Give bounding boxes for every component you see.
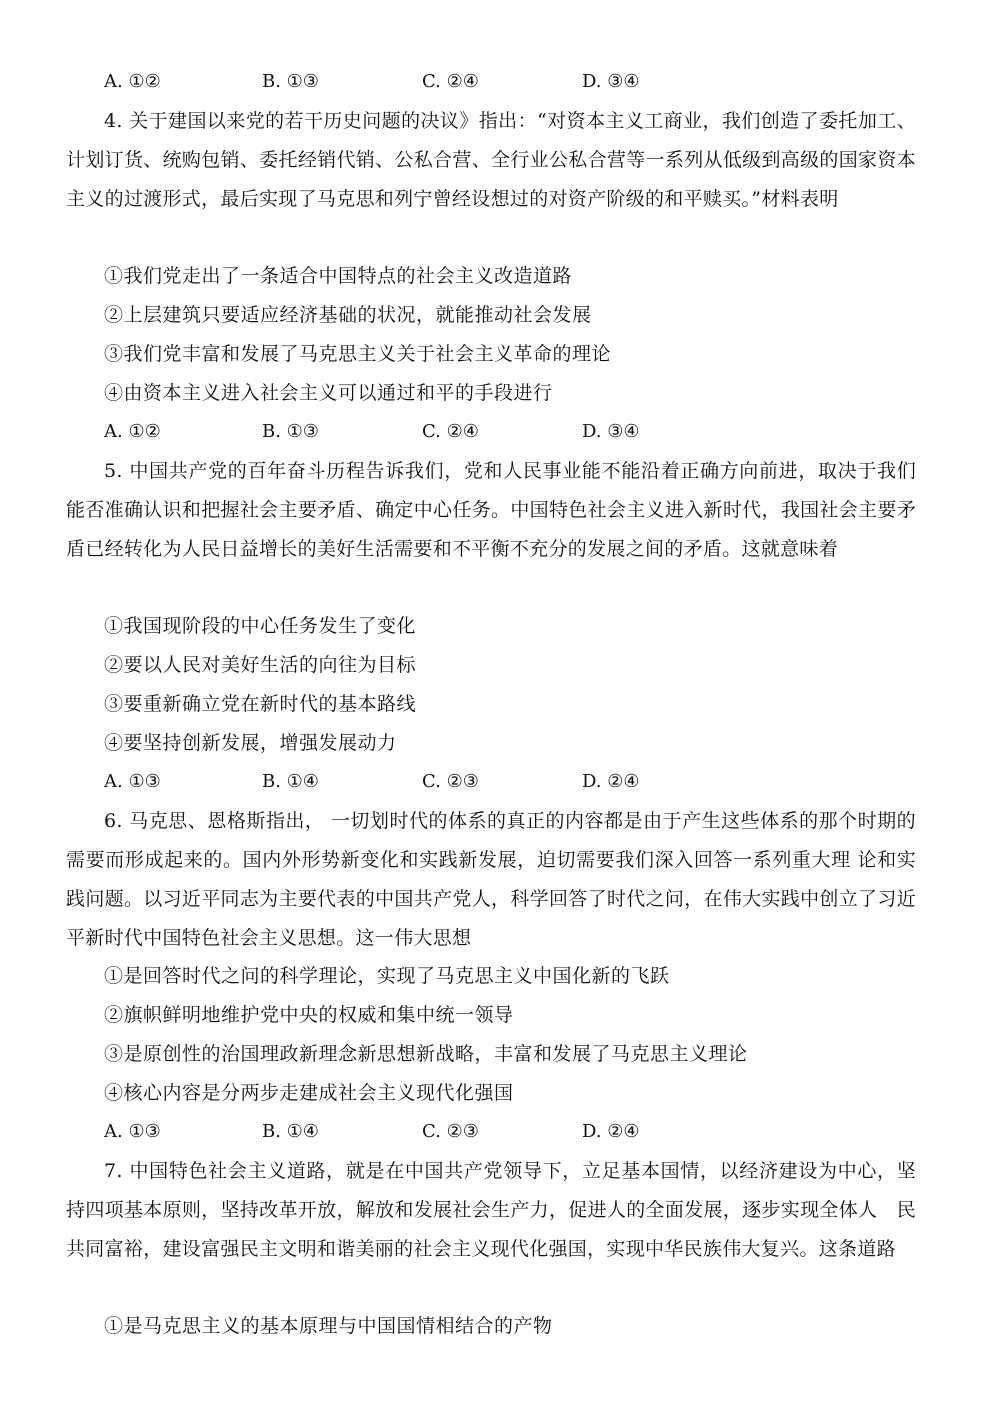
q6-option-1: ①是回答时代之问的科学理论，实现了马克思主义中国化新的飞跃 [104, 965, 670, 987]
q4-choice-c: C. ②④ [422, 421, 479, 442]
q6-choice-d: D. ②④ [582, 1121, 640, 1142]
q6-answer-choices [104, 1120, 704, 1144]
q5-stem: 5. 中国共产党的百年奋斗历程告诉我们，党和人民事业能不能沿着正确方向前进，取决于我们能否准确认识和把握社会主要矛盾、确定中心任务。中国特色社会主义进入新时代，我国社会主要矛盾已经转化为人民日益增长的美好生活需要和不平衡不充分的发展之间的矛盾。这就意味着 [66, 460, 916, 560]
q4-option-2: ②上层建筑只要适应经济基础的状况，就能推动社会发展 [104, 304, 592, 326]
q3-choice-d: D. ③④ [582, 71, 640, 92]
q4-option-1: ①我们党走出了一条适合中国特点的社会主义改造道路 [104, 265, 573, 287]
q3-choice-a: A. ①② [104, 71, 161, 92]
q6-option-4: ④核心内容是分两步走建成社会主义现代化强国 [104, 1082, 514, 1104]
q5-choice-c: C. ②③ [422, 771, 479, 792]
q5-option-4: ④要坚持创新发展，增强发展动力 [104, 732, 397, 754]
q4-stem: 4. 关于建国以来党的若干历史问题的决议》指出：“对资本主义工商业，我们创造了委托加工、计划订货、统购包销、委托经销代销、公私合营、全行业公私合营等一系列从低级到高级的国家资本主义的过渡形式，最后实现了马克思和列宁曾经设想过的对资产阶级的和平赎买。”材料表明 [66, 110, 916, 210]
q4-option-3: ③我们党丰富和发展了马克思主义关于社会主义革命的理论 [104, 343, 612, 365]
q5-option-3: ③要重新确立党在新时代的基本路线 [104, 693, 417, 715]
q4-choice-a: A. ①② [104, 421, 161, 442]
q3-choice-c: C. ②④ [422, 71, 479, 92]
q6-choice-a: A. ①③ [104, 1121, 161, 1142]
q3-choice-b: B. ①③ [262, 71, 319, 92]
q5-choice-a: A. ①③ [104, 771, 161, 792]
q5-option-1: ①我国现阶段的中心任务发生了变化 [104, 615, 417, 637]
q5-option-2: ②要以人民对美好生活的向往为目标 [104, 654, 417, 676]
q4-choice-d: D. ③④ [582, 421, 640, 442]
q6-option-2: ②旗帜鲜明地维护党中央的权威和集中统一领导 [104, 1004, 514, 1026]
q4-answer-choices [104, 420, 704, 444]
q7-option-1: ①是马克思主义的基本原理与中国国情相结合的产物 [104, 1315, 553, 1337]
q4-option-4: ④由资本主义进入社会主义可以通过和平的手段进行 [104, 382, 553, 404]
q5-answer-choices [104, 770, 704, 794]
q6-choice-b: B. ①④ [262, 1121, 319, 1142]
q3-answer-choices [104, 70, 704, 94]
q5-choice-b: B. ①④ [262, 771, 319, 792]
q6-stem: 6. 马克思、恩格斯指出， 一切划时代的体系的真正的内容都是由于产生这些体系的那个时期的需要而形成起来的。国内外形势新变化和实践新发展，迫切需要我们深入回答一系列重大理 论和实践问题。以习近平同志为主要代表的中国共产党人，科学回答了时代之问，在伟大实践中创立了习近平新时代中国特色社会主义思想。这一伟大思想 [66, 810, 916, 949]
q6-option-3: ③是原创性的治国理政新理念新思想新战略，丰富和发展了马克思主义理论 [104, 1043, 748, 1065]
q4-choice-b: B. ①③ [262, 421, 319, 442]
q7-stem: 7. 中国特色社会主义道路，就是在中国共产党领导下，立足基本国情，以经济建设为中心，坚持四项基本原则，坚持改革开放，解放和发展社会生产力，促进人的全面发展，逐步实现全体人 民共同富裕，建设富强民主文明和谐美丽的社会主义现代化强国，实现中华民族伟大复兴。这条道路 [66, 1160, 916, 1260]
q5-choice-d: D. ②④ [582, 771, 640, 792]
q6-choice-c: C. ②③ [422, 1121, 479, 1142]
